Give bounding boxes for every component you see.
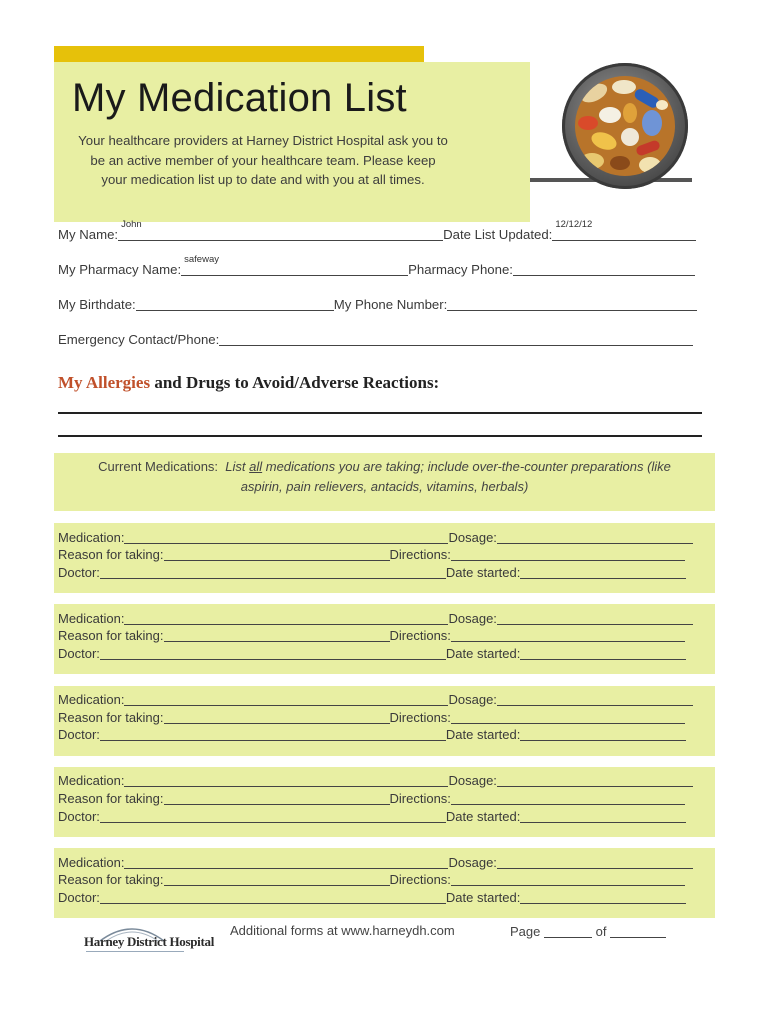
date-started-field[interactable] bbox=[520, 808, 686, 823]
allergies-line-2[interactable] bbox=[58, 435, 702, 437]
page-total-field[interactable] bbox=[610, 923, 666, 938]
date-updated-field[interactable] bbox=[552, 219, 696, 241]
reason-label: Reason for taking: bbox=[58, 547, 164, 562]
medication-field[interactable] bbox=[124, 529, 448, 544]
reason-label: Reason for taking: bbox=[58, 710, 164, 725]
reason-field[interactable] bbox=[164, 790, 390, 805]
doctor-row bbox=[58, 564, 686, 580]
dosage-label: Dosage: bbox=[448, 611, 497, 626]
name-value: John bbox=[121, 219, 142, 230]
dosage-label: Dosage: bbox=[448, 530, 497, 545]
doctor-field[interactable] bbox=[100, 645, 446, 660]
date-started-label: Date started: bbox=[445, 890, 521, 905]
dosage-field[interactable] bbox=[497, 854, 693, 869]
date-started-field[interactable] bbox=[520, 726, 686, 741]
doctor-label: Doctor: bbox=[58, 809, 100, 824]
medication-label: Medication: bbox=[58, 611, 125, 626]
date-started-field[interactable] bbox=[520, 645, 686, 660]
medication-row bbox=[58, 691, 693, 707]
current-medications-line-2 bbox=[54, 477, 715, 497]
medication-label: Medication: bbox=[58, 530, 125, 545]
reason-field[interactable] bbox=[164, 627, 390, 642]
reason-field[interactable] bbox=[164, 546, 390, 561]
directions-label: Directions: bbox=[389, 872, 451, 887]
birthdate-label: My Birthdate: bbox=[58, 297, 136, 312]
emergency-label: Emergency Contact/Phone: bbox=[58, 332, 220, 347]
reason-row bbox=[58, 790, 685, 806]
directions-field[interactable] bbox=[451, 709, 685, 724]
reason-label: Reason for taking: bbox=[58, 791, 164, 806]
allergies-heading-accent: My Allergies bbox=[58, 373, 151, 392]
current-text-all: all bbox=[249, 459, 263, 474]
name-row bbox=[58, 219, 696, 242]
doctor-row bbox=[58, 808, 686, 824]
date-started-label: Date started: bbox=[445, 809, 521, 824]
date-started-field[interactable] bbox=[520, 889, 686, 904]
doctor-field[interactable] bbox=[100, 564, 446, 579]
pharmacy-label: My Pharmacy Name: bbox=[58, 262, 182, 277]
current-medications-line-1 bbox=[54, 457, 715, 477]
directions-field[interactable] bbox=[451, 790, 685, 805]
doctor-label: Doctor: bbox=[58, 890, 100, 905]
hospital-logo-text: Harney District Hospital bbox=[84, 934, 215, 949]
medication-row bbox=[58, 529, 693, 545]
pills-icon bbox=[574, 75, 676, 177]
directions-label: Directions: bbox=[389, 710, 451, 725]
pharmacy-field[interactable] bbox=[181, 254, 408, 276]
dosage-field[interactable] bbox=[497, 529, 693, 544]
directions-field[interactable] bbox=[451, 871, 685, 886]
medication-label: Medication: bbox=[58, 773, 125, 788]
page-number-field[interactable] bbox=[544, 923, 592, 938]
allergies-line-1[interactable] bbox=[58, 412, 702, 414]
current-text-line-2: aspirin, pain relievers, antacids, vitamins, herbals) bbox=[240, 479, 529, 494]
current-medications-instructions bbox=[54, 457, 715, 497]
intro-line-1: Your healthcare providers at Harney District Hospital ask you to bbox=[78, 133, 448, 148]
dosage-label: Dosage: bbox=[448, 855, 497, 870]
emergency-field[interactable] bbox=[219, 331, 693, 346]
birthdate-row bbox=[58, 296, 697, 312]
date-started-label: Date started: bbox=[445, 646, 521, 661]
medication-field[interactable] bbox=[124, 854, 448, 869]
reason-row bbox=[58, 871, 685, 887]
doctor-field[interactable] bbox=[100, 889, 446, 904]
dosage-field[interactable] bbox=[497, 772, 693, 787]
directions-field[interactable] bbox=[451, 546, 685, 561]
additional-forms-text: Additional forms at www.harneydh.com bbox=[230, 923, 455, 938]
page-number bbox=[510, 923, 666, 939]
intro-line-2: be an active member of your healthcare team. Please keep bbox=[90, 152, 436, 168]
intro-line-3: your medication list up to date and with you at all times. bbox=[101, 172, 425, 187]
pharmacy-row bbox=[58, 254, 695, 277]
dosage-field[interactable] bbox=[497, 691, 693, 706]
medication-label: Medication: bbox=[58, 855, 125, 870]
birthdate-field[interactable] bbox=[136, 296, 334, 311]
medication-label: Medication: bbox=[58, 692, 125, 707]
current-text-b: medications you are taking; include over-the-counter preparations (like bbox=[262, 459, 671, 474]
reason-label: Reason for taking: bbox=[58, 628, 164, 643]
reason-field[interactable] bbox=[164, 871, 390, 886]
doctor-row bbox=[58, 645, 686, 661]
doctor-row bbox=[58, 726, 686, 742]
doctor-label: Doctor: bbox=[58, 727, 100, 742]
doctor-label: Doctor: bbox=[58, 646, 100, 661]
phone-label: My Phone Number: bbox=[333, 297, 448, 312]
doctor-label: Doctor: bbox=[58, 565, 100, 580]
medication-field[interactable] bbox=[124, 772, 448, 787]
emergency-row bbox=[58, 331, 693, 347]
date-updated-label: Date List Updated: bbox=[443, 227, 553, 242]
directions-label: Directions: bbox=[389, 547, 451, 562]
intro-text bbox=[54, 131, 472, 190]
reason-row bbox=[58, 627, 685, 643]
doctor-field[interactable] bbox=[100, 726, 446, 741]
reason-label: Reason for taking: bbox=[58, 872, 164, 887]
date-started-label: Date started: bbox=[445, 727, 521, 742]
pharmacy-phone-field[interactable] bbox=[513, 261, 695, 276]
medication-row bbox=[58, 854, 693, 870]
date-updated-value: 12/12/12 bbox=[555, 219, 593, 230]
doctor-field[interactable] bbox=[100, 808, 446, 823]
allergies-heading bbox=[58, 373, 439, 393]
date-started-label: Date started: bbox=[445, 565, 521, 580]
medication-field[interactable] bbox=[124, 691, 448, 706]
pharmacy-phone-label: Pharmacy Phone: bbox=[408, 262, 513, 277]
reason-row bbox=[58, 709, 685, 725]
pharmacy-value: safeway bbox=[184, 254, 219, 265]
date-started-field[interactable] bbox=[520, 564, 686, 579]
name-field[interactable] bbox=[118, 219, 443, 241]
medication-row bbox=[58, 610, 693, 626]
hospital-logo-underline bbox=[86, 951, 184, 952]
phone-field[interactable] bbox=[447, 296, 697, 311]
page-of-label: of bbox=[595, 924, 607, 939]
dosage-label: Dosage: bbox=[448, 692, 497, 707]
dosage-label: Dosage: bbox=[448, 773, 497, 788]
current-medications-label: Current Medications: bbox=[98, 459, 219, 474]
medication-field[interactable] bbox=[124, 610, 448, 625]
page-title: My Medication List bbox=[72, 76, 407, 120]
directions-label: Directions: bbox=[389, 791, 451, 806]
allergies-heading-rest: and Drugs to Avoid/Adverse Reactions: bbox=[150, 373, 440, 392]
reason-field[interactable] bbox=[164, 709, 390, 724]
current-text-a: List bbox=[225, 459, 250, 474]
directions-field[interactable] bbox=[451, 627, 685, 642]
doctor-row bbox=[58, 889, 686, 905]
directions-label: Directions: bbox=[389, 628, 451, 643]
page-label: Page bbox=[510, 924, 541, 939]
dosage-field[interactable] bbox=[497, 610, 693, 625]
reason-row bbox=[58, 546, 685, 562]
name-label: My Name: bbox=[58, 227, 119, 242]
medication-row bbox=[58, 772, 693, 788]
